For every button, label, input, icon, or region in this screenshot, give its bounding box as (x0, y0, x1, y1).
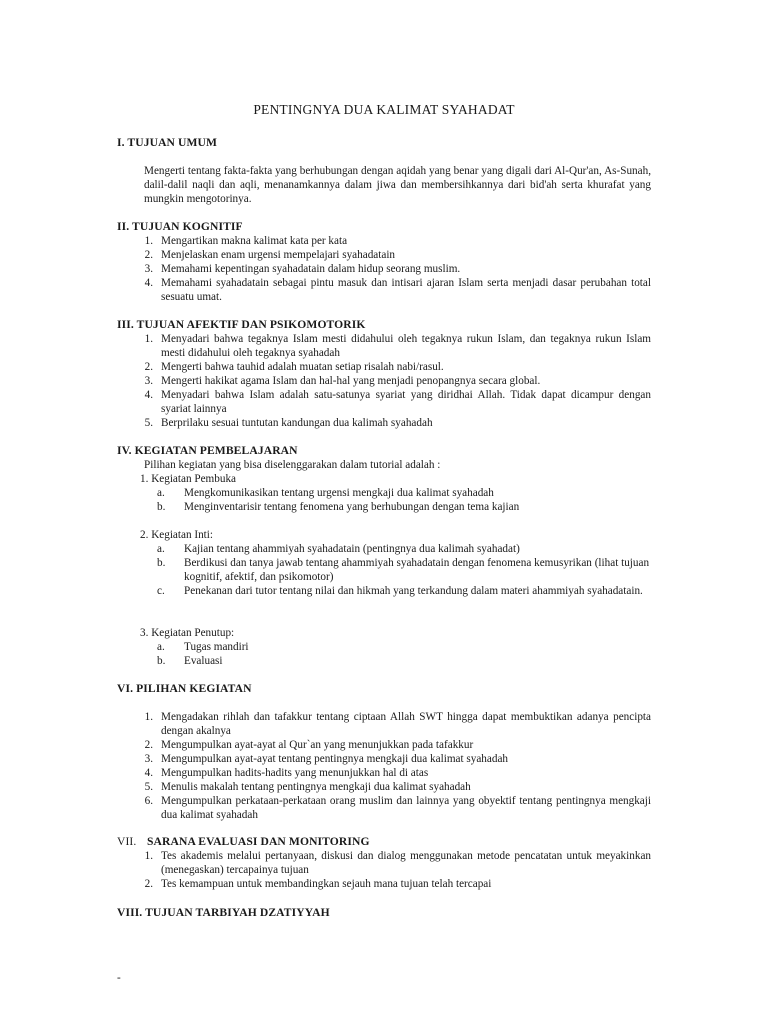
item-number: 6. (144, 795, 153, 807)
heading-kegiatan-pembelajaran: IV. KEGIATAN PEMBELAJARAN (117, 444, 298, 457)
item-text: Menyadari bahwa tegaknya Islam mesti didahului oleh tegaknya rukun Islam, dan tegaknya rukun Islam mesti didahului oleh tegaknya syahadah (161, 333, 651, 359)
list-item (157, 556, 651, 584)
item-text: Tugas mandiri (184, 641, 249, 653)
list-item (157, 654, 651, 668)
pilihan-kegiatan-list (117, 710, 651, 822)
group-label-inti: 2. Kegiatan Inti: (140, 529, 214, 541)
list-item (117, 738, 651, 752)
item-text: Mengumpulkan perkataan-perkataan orang muslim dan lainnya yang obyektif tentang pentingnya mengkaji dua kalimat syahadah (161, 795, 651, 821)
kognitif-list (117, 234, 651, 304)
item-text: Memahami kepentingan syahadatain dalam hidup seorang muslim. (161, 263, 461, 275)
item-text: Mengkomunikasikan tentang urgensi mengkaji dua kalimat syahadah (184, 487, 494, 499)
list-item (157, 542, 651, 556)
tujuan-umum-paragraph: Mengerti tentang fakta-fakta yang berhubungan dengan aqidah yang benar yang digali dari Al-Qur'an, As-Sunah, dalil-dalil naqli dan aqli, menanamkannya dalam jiwa dan membersihkannya dari bid'ah serta khurafat yang mungkin mengotorinya. (144, 165, 651, 205)
afektif-list (117, 332, 651, 430)
heading-sarana-evaluasi: SARANA EVALUASI DAN MONITORING (147, 835, 370, 848)
heading-tujuan-afektif: III. TUJUAN AFEKTIF DAN PSIKOMOTORIK (117, 318, 366, 331)
list-item (157, 640, 651, 654)
item-text: Tes akademis melalui pertanyaan, diskusi dan dialog menggunakan metode pencatatan untuk meyakinkan (menegaskan) tercapainya tujuan (161, 850, 651, 876)
group-label-pembuka: 1. Kegiatan Pembuka (140, 473, 237, 485)
item-text: Mengumpulkan hadits-hadits yang menunjukkan hal di atas (161, 767, 429, 779)
item-letter: b. (157, 501, 166, 513)
list-item (117, 374, 651, 388)
item-text: Berprilaku sesuai tuntutan kandungan dua kalimah syahadah (161, 417, 433, 429)
item-text: Memahami syahadatain sebagai pintu masuk dan intisari ajaran Islam serta menjadi dasar perubahan total sesuatu umat. (161, 277, 651, 303)
list-item (117, 332, 651, 360)
list-item (117, 849, 651, 877)
penutup-list (157, 640, 651, 668)
list-item (117, 276, 651, 304)
heading-tujuan-umum: I. TUJUAN UMUM (117, 136, 218, 149)
item-text: Mengartikan makna kalimat kata per kata (161, 235, 348, 247)
list-item (157, 486, 651, 500)
item-number: 5. (144, 781, 153, 793)
footer-mark: - (117, 972, 121, 984)
item-number: 5. (144, 417, 153, 429)
item-text: Mengumpulkan ayat-ayat tentang pentingnya mengkaji dua kalimat syahadah (161, 753, 509, 765)
list-item (117, 752, 651, 766)
item-text: Menyadari bahwa Islam adalah satu-satunya syariat yang diridhai Allah. Tidak dapat dicampur dengan syariat lainnya (161, 389, 651, 415)
item-number: 2. (144, 249, 153, 261)
item-letter: a. (157, 543, 165, 555)
item-number: 1. (144, 235, 153, 247)
heading-pilihan-kegiatan: VI. PILIHAN KEGIATAN (117, 682, 252, 695)
group-label-penutup: 3. Kegiatan Penutup: (140, 627, 235, 639)
list-item (117, 766, 651, 780)
item-letter: c. (157, 585, 165, 597)
list-item (157, 500, 651, 514)
item-letter: a. (157, 641, 165, 653)
item-text: Menginventarisir tentang fenomena yang berhubungan dengan tema kajian (184, 501, 520, 513)
sarana-list (117, 849, 651, 891)
item-number: 1. (144, 850, 153, 862)
item-text: Penekanan dari tutor tentang nilai dan hikmah yang terkandung dalam materi ahammiyah syahadatain. (184, 585, 643, 597)
item-letter: a. (157, 487, 165, 499)
item-number: 4. (144, 767, 153, 779)
document-title: PENTINGNYA DUA KALIMAT SYAHADAT (253, 102, 515, 117)
list-item (117, 794, 651, 822)
list-item (117, 877, 651, 891)
item-number: 3. (144, 753, 153, 765)
item-text: Mengumpulkan ayat-ayat al Qur`an yang menunjukkan pada tafakkur (161, 739, 474, 751)
item-text: Menulis makalah tentang pentingnya mengkaji dua kalimat syahadah (161, 781, 471, 793)
list-item (157, 584, 651, 598)
heading-tujuan-tarbiyah: VIII. TUJUAN TARBIYAH DZATIYYAH (117, 906, 330, 919)
item-number: 1. (144, 711, 153, 723)
heading-tujuan-kognitif: II. TUJUAN KOGNITIF (117, 220, 243, 233)
item-text: Berdikusi dan tanya jawab tentang ahammiyah syahadatain dengan fenomena kemusyrikan (lihat tujuan kognitif, afektif, dan psikomotor) (184, 557, 650, 583)
item-number: 4. (144, 277, 153, 289)
list-item (117, 710, 651, 738)
item-letter: b. (157, 557, 166, 569)
item-number: 2. (144, 361, 153, 373)
item-text: Mengadakan rihlah dan tafakkur tentang ciptaan Allah SWT hingga dapat membuktikan adanya pencipta dengan akalnya (161, 711, 651, 737)
item-text: Menjelaskan enam urgensi mempelajari syahadatain (161, 249, 396, 261)
inti-list (157, 542, 651, 598)
item-number: 4. (144, 389, 153, 401)
list-item (117, 262, 651, 276)
item-letter: b. (157, 655, 166, 667)
item-number: 2. (144, 878, 153, 890)
item-text: Kajian tentang ahammiyah syahadatain (pentingnya dua kalimah syahadat) (184, 543, 520, 555)
item-text: Mengerti hakikat agama Islam dan hal-hal yang menjadi penopangnya secara global. (161, 375, 541, 387)
list-item (117, 388, 651, 416)
item-number: 3. (144, 375, 153, 387)
list-item (117, 780, 651, 794)
kegiatan-intro: Pilihan kegiatan yang bisa diselenggarakan dalam tutorial adalah : (144, 459, 441, 471)
list-item (117, 248, 651, 262)
list-item (117, 360, 651, 374)
item-text: Evaluasi (184, 655, 223, 667)
list-item (117, 416, 651, 430)
item-text: Tes kemampuan untuk membandingkan sejauh mana tujuan telah tercapai (161, 878, 492, 890)
list-item (117, 234, 651, 248)
heading-sarana-prefix: VII. (117, 835, 137, 848)
item-number: 2. (144, 739, 153, 751)
item-text: Mengerti bahwa tauhid adalah muatan setiap risalah nabi/rasul. (161, 361, 444, 373)
pembuka-list (157, 486, 651, 514)
item-number: 1. (144, 333, 153, 345)
item-number: 3. (144, 263, 153, 275)
